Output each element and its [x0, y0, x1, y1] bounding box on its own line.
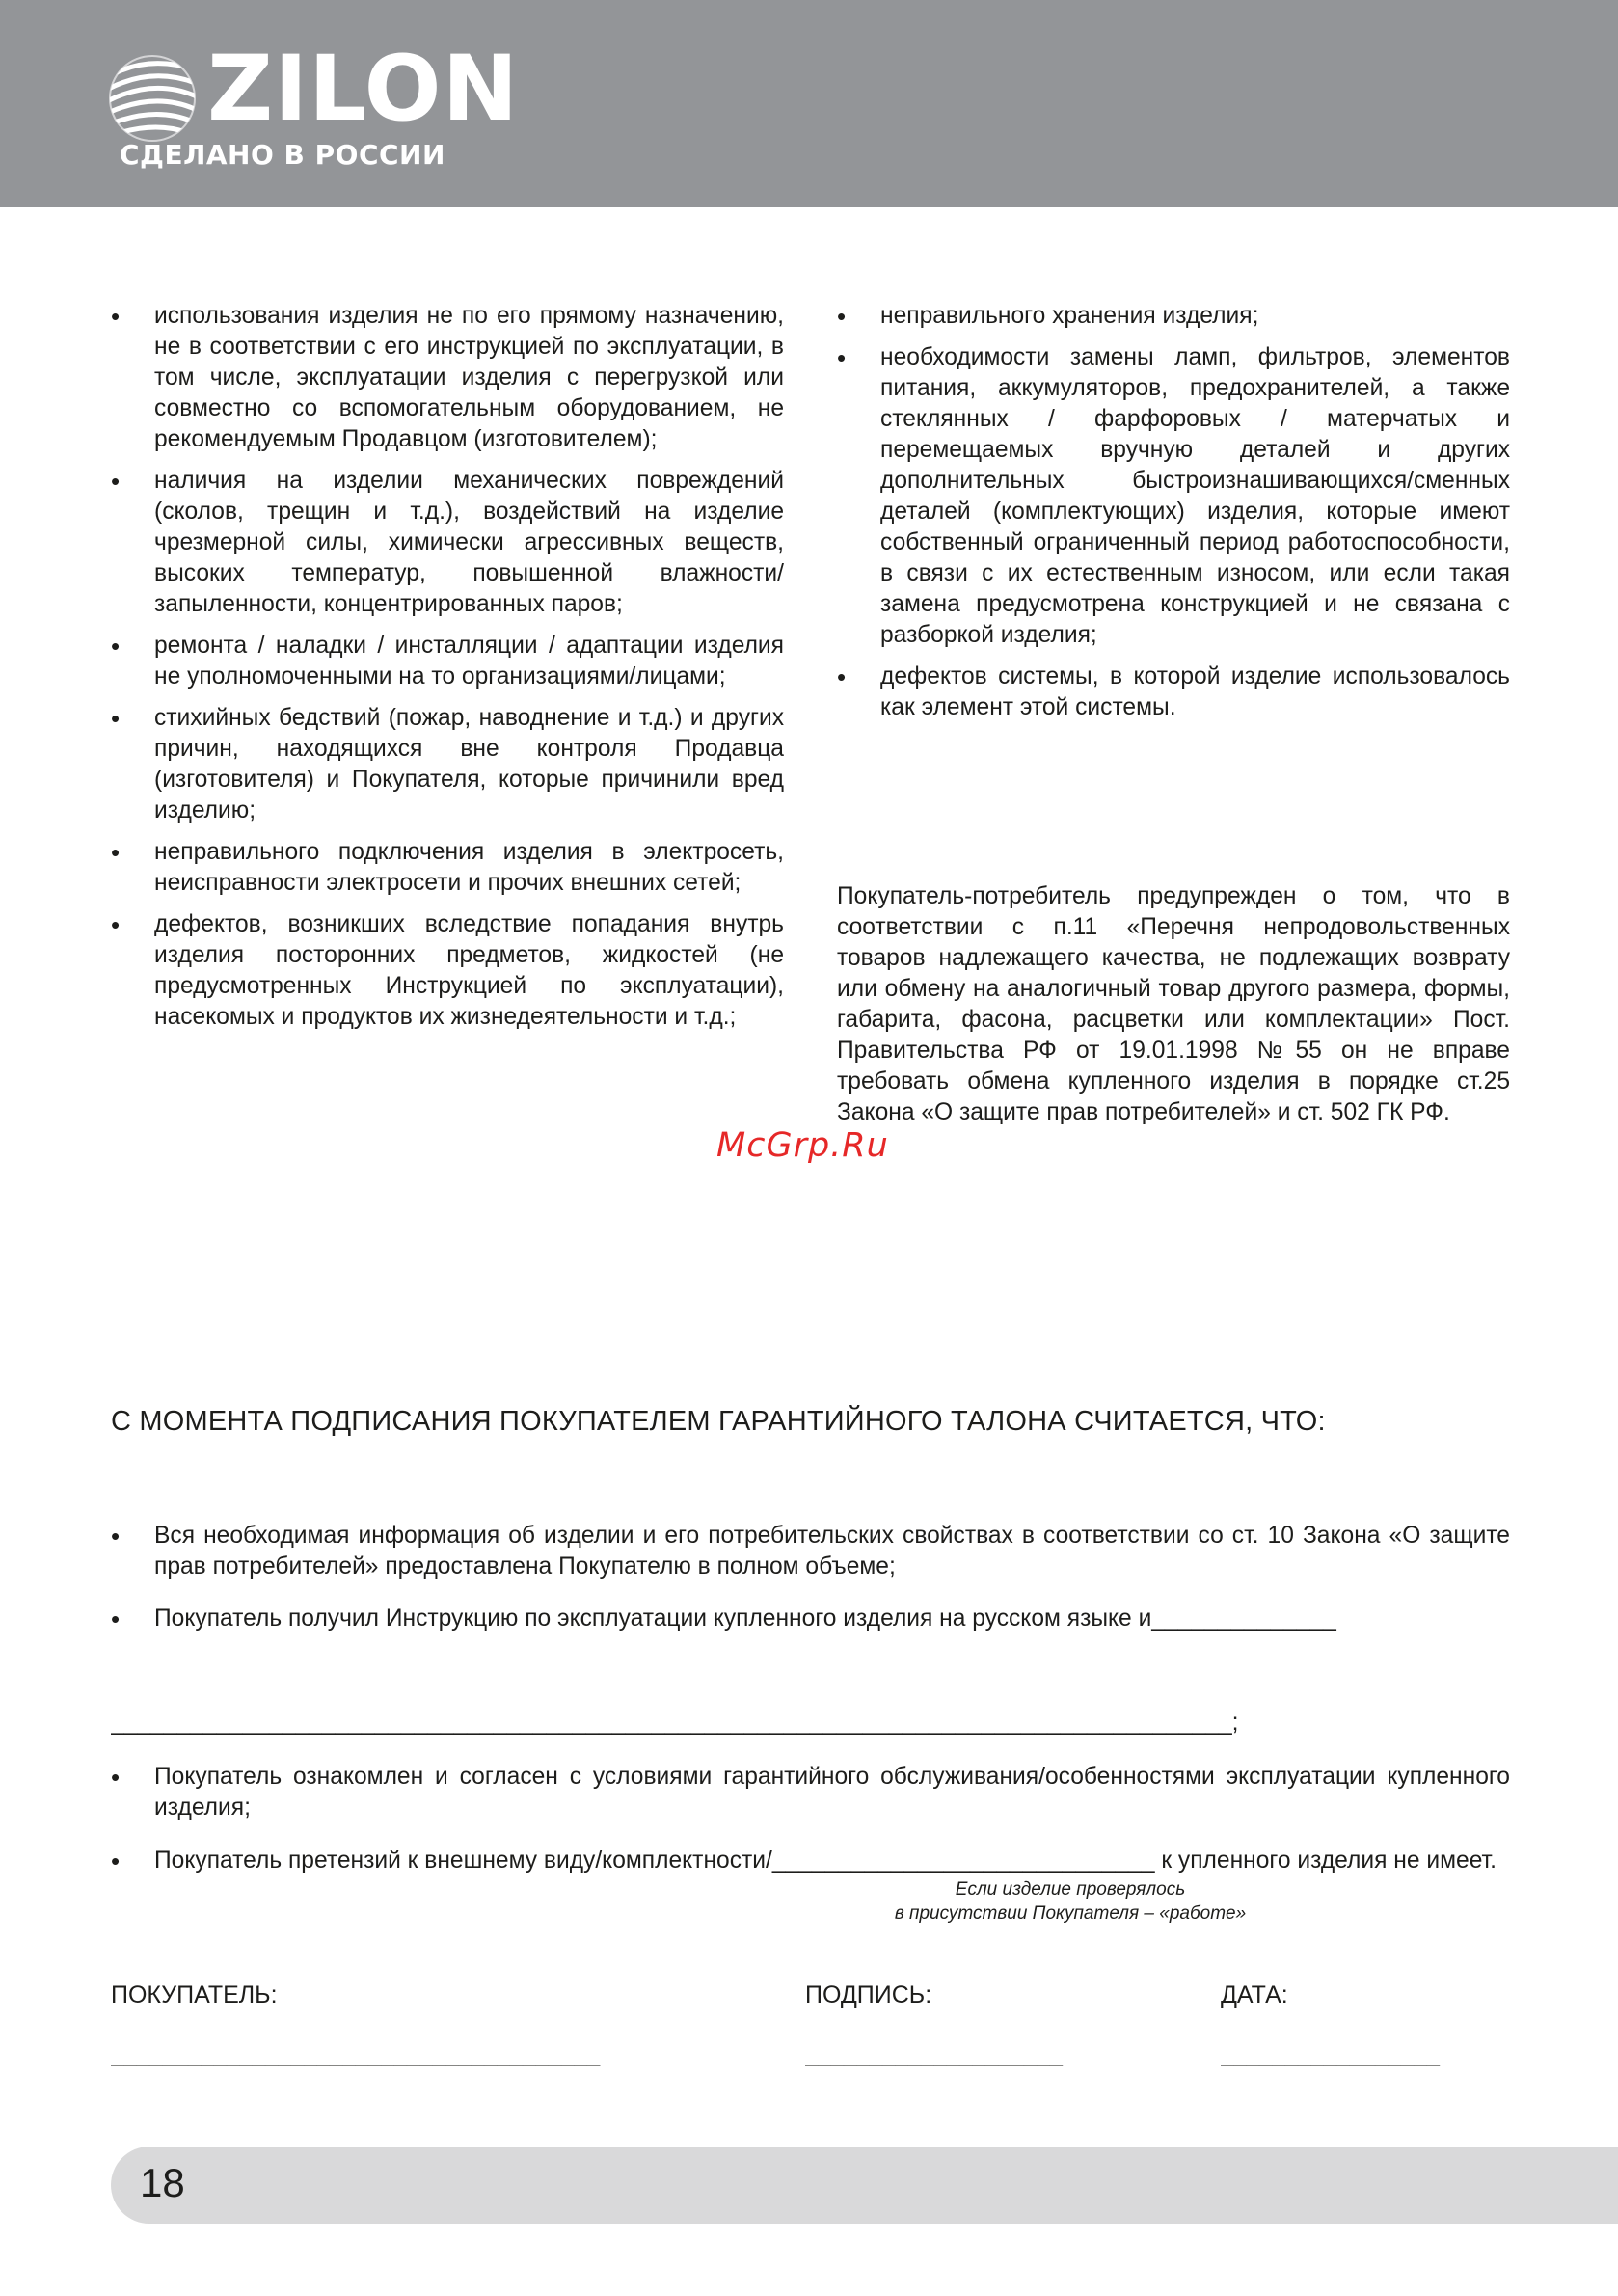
watermark: McGrp.Ru [716, 1126, 889, 1165]
page-number: 18 [140, 2160, 185, 2205]
exclusions-left-column [111, 301, 784, 1043]
confirmation-text: Покупатель претензий к внешнему виду/комплектности/_____________________________ к упленного изделия не имеет. [154, 1848, 1497, 1874]
confirmation-item-3: • Покупатель ознакомлен и согласен с условиями гарантийного обслуживания/особенностями эксплуатации купленного изделия; [111, 1762, 1510, 1823]
list-item: • ремонта / наладки / инсталляции / адаптации изделия не уполномоченными на то организациями/лицами; [111, 631, 784, 692]
buyer-label: ПОКУПАТЕЛЬ: [111, 1982, 278, 2009]
buyer-line[interactable]: ______________________________________ [111, 2041, 601, 2067]
logo-subtitle: СДЕЛАНО В РОССИИ [120, 139, 445, 171]
zilon-swirl-icon [108, 54, 197, 143]
confirmation-item-2: • Покупатель получил Инструкцию по эксплуатации купленного изделия на русском языке и______________ [111, 1604, 1510, 1634]
signature-line[interactable]: ____________________ [805, 2041, 1063, 2067]
confirmation-text: Вся необходимая информация об изделии и его потребительских свойствах в соответствии со ст. 10 Закона «О защите прав потребителей» предоставлена Покупателю в полном объеме; [154, 1523, 1510, 1580]
note-line: в присутствии Покупателя – «работе» [894, 1904, 1247, 1924]
confirmation-text: Покупатель ознакомлен и согласен с условиями гарантийного обслуживания/особенностями эксплуатации купленного изделия; [154, 1764, 1510, 1821]
list-item: • использования изделия не по его прямому назначению, не в соответствии с его инструкцией по эксплуатации, в том числе, эксплуатации изделия с перегрузкой или совместно со вспомогательным оборудованием, не рекомендуемым Продавцом (изготовителем); [111, 301, 784, 455]
fill-in-line: _____________________________________________________________________________________; [111, 1710, 1239, 1736]
logo-wordmark: ZILON [207, 37, 520, 142]
confirmation-item-1: • Вся необходимая информация об изделии и его потребительских свойствах в соответствии со ст. 10 Закона «О защите прав потребителей» предоставлена Покупателю в полном объеме; [111, 1521, 1510, 1582]
header-band [0, 0, 1618, 207]
confirmation-item-4: • Покупатель претензий к внешнему виду/комплектности/_____________________________ к упленного изделия не имеет. [111, 1846, 1510, 1877]
list-item: • неправильного подключения изделия в электросеть, неисправности электросети и прочих внешних сетей; [111, 837, 784, 899]
signature-label: ПОДПИСЬ: [805, 1982, 932, 2009]
consumer-notice: Покупатель-потребитель предупрежден о том, что в соответствии с п.11 «Перечня непродовольственных товаров надлежащего качества, не подлежащих возврату или обмену на аналогичный товар другого размера, формы, габарита, фасона, расцветки или комплектации» Пост. Правительства РФ от 19.01.1998 №55 он не вправе требовать обмена купленного изделия в порядке ст.25 Закона «О защите прав потребителей» и ст. 502 ГК РФ. [837, 883, 1510, 1125]
date-line[interactable]: _________________ [1221, 2041, 1440, 2067]
inspection-note [839, 1877, 1302, 1926]
date-label: ДАТА: [1221, 1982, 1288, 2009]
note-line: Если изделие проверялось [955, 1879, 1186, 1900]
confirmation-text: Покупатель получил Инструкцию по эксплуатации купленного изделия на русском языке и______________ [154, 1606, 1336, 1632]
footer-band [111, 2147, 1618, 2224]
list-item: • неправильного хранения изделия; [837, 301, 1510, 332]
list-item: • дефектов, возникших вследствие попадания внутрь изделия посторонних предметов, жидкостей (не предусмотренных Инструкцией по эксплуатации), насекомых и продуктов их жизнедеятельности и т.д.; [111, 909, 784, 1033]
list-item: • стихийных бедствий (пожар, наводнение и т.д.) и других причин, находящихся вне контроля Продавца (изготовителя) и Покупателя, которые причинили вред изделию; [111, 703, 784, 826]
list-item: • необходимости замены ламп, фильтров, элементов питания, аккумуляторов, предохранителей, а также стеклянных / фарфоровых / матерчатых и перемещаемых вручную деталей и других дополнительных быстроизнашивающихся/сменных деталей (комплектующих) изделия, которые имеют собственный ограниченный период работоспособности, в связи с их естественным износом, или если такая замена предусмотрена конструкцией и не связана с разборкой изделия; [837, 342, 1510, 651]
section-heading: С МОМЕНТА ПОДПИСАНИЯ ПОКУПАТЕЛЕМ ГАРАНТИЙНОГО ТАЛОНА СЧИТАЕТСЯ, ЧТО: [111, 1406, 1326, 1437]
list-item: • дефектов системы, в которой изделие использовалось как элемент этой системы. [837, 662, 1510, 723]
exclusions-right-column [837, 301, 1510, 734]
list-item: • наличия на изделии механических повреждений (сколов, трещин и т.д.), воздействий на изделие чрезмерной силы, химически агрессивных веществ, высоких температур, повышенной влажности/запыленности, концентрированных паров; [111, 466, 784, 620]
zilon-logo [108, 37, 520, 174]
